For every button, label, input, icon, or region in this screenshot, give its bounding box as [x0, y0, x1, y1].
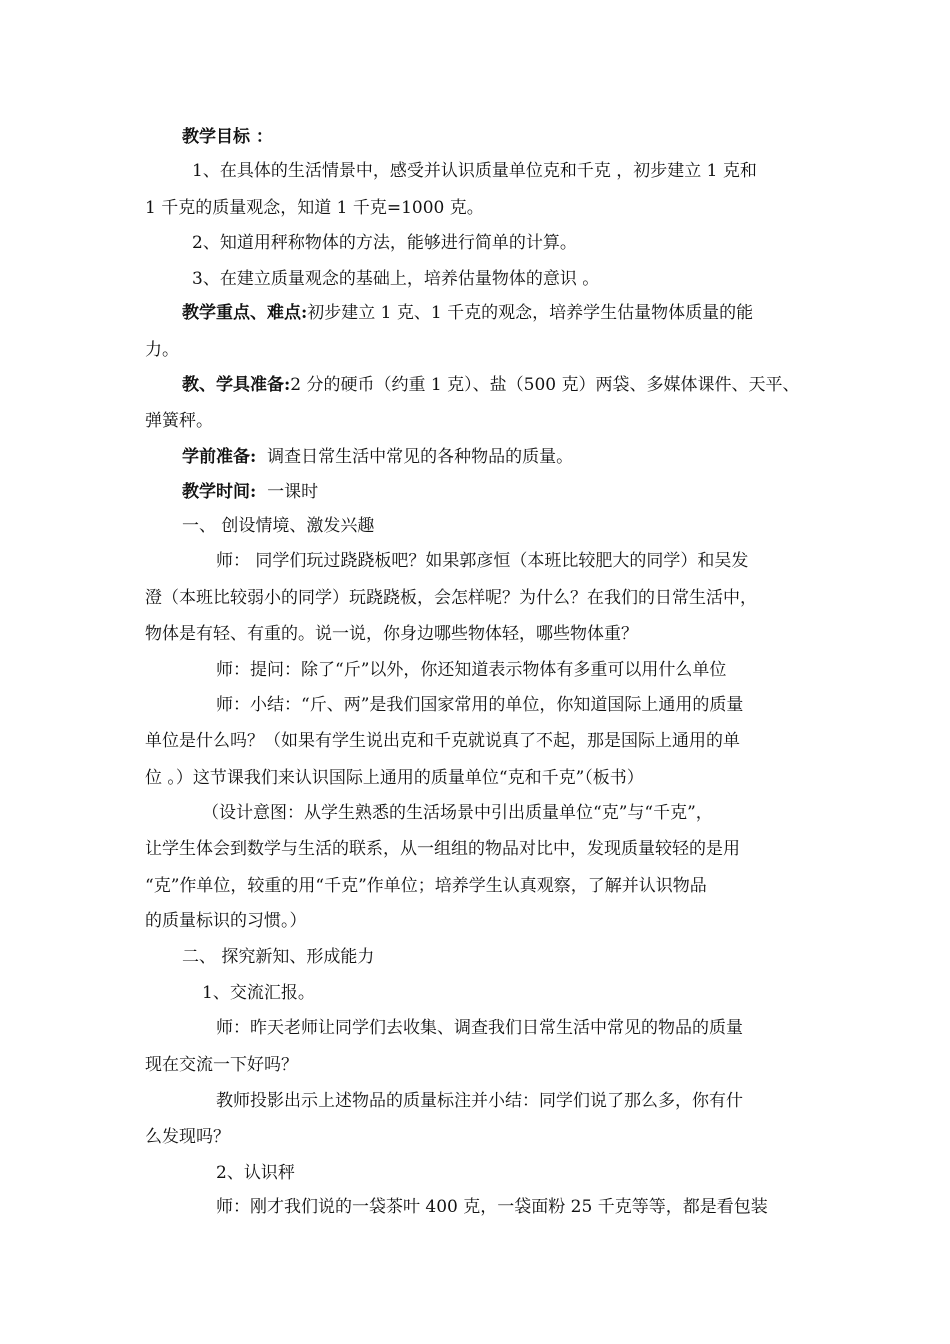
teacher-3-line-2: 单位是什么吗？（如果有学生说出克和千克就说真了不起，那是国际上通用的单	[145, 731, 740, 751]
design-intent-line-2: 让学生体会到数学与生活的联系，从一组组的物品对比中，发现质量较轻的是用	[145, 839, 740, 859]
objective-2: 2、知道用秤称物体的方法，能够进行简单的计算。	[192, 233, 577, 253]
teacher-3-line-1: 师：小结：“斤、两”是我们国家常用的单位，你知道国际上通用的质量	[216, 695, 744, 715]
key-points-line-2: 力。	[145, 340, 179, 360]
preparation-text: 调查日常生活中常见的各种物品的质量。	[267, 447, 574, 467]
objective-1-line-2: 1 千克的质量观念，知道 1 千克=1000 克。	[145, 198, 484, 218]
teacher-1-line-1: 师： 同学们玩过跷跷板吧？如果郭彦恒（本班比较肥大的同学）和吴发	[216, 551, 749, 571]
teacher-2: 师：提问：除了“斤”以外，你还知道表示物体有多重可以用什么单位	[216, 660, 727, 680]
preparation-paragraph	[182, 446, 573, 468]
section-2-title: 二、 探究新知、形成能力	[182, 947, 375, 967]
materials-label: 教、学具准备:	[182, 375, 291, 395]
design-intent-line-4: 的质量标识的习惯。）	[145, 911, 307, 931]
sub-2-title: 2、认识秤	[216, 1163, 295, 1183]
teacher-6-line-1: 师：刚才我们说的一袋茶叶 400 克，一袋面粉 25 千克等等，都是看包装	[216, 1197, 768, 1217]
time-text: 一课时	[267, 482, 319, 502]
teacher-4-line-1: 师：昨天老师让同学们去收集、调查我们日常生活中常见的物品的质量	[216, 1018, 743, 1038]
objectives-heading: 教学目标 ：	[182, 127, 273, 147]
key-points-text: 初步建立 1 克、1 千克的观念，培养学生估量物体质量的能	[307, 303, 754, 323]
teacher-4-line-2: 现在交流一下好吗？	[145, 1055, 298, 1075]
teacher-1-line-2: 澄（本班比较弱小的同学）玩跷跷板，会怎样呢？为什么？在我们的日常生活中，	[145, 588, 757, 608]
materials-paragraph	[182, 374, 799, 396]
materials-text: 2 分的硬币（约重 1 克）、盐（500 克）两袋、多媒体课件、天平、	[290, 375, 800, 395]
design-intent-line-1: （设计意图：从学生熟悉的生活场景中引出质量单位“克”与“千克”，	[202, 803, 713, 823]
teacher-5-line-2: 么发现吗？	[145, 1127, 230, 1147]
teacher-5-line-1: 教师投影出示上述物品的质量标注并小结：同学们说了那么多，你有什	[216, 1091, 743, 1111]
objective-3: 3、在建立质量观念的基础上，培养估量物体的意识 。	[192, 269, 600, 289]
preparation-label: 学前准备:	[182, 447, 257, 467]
teacher-3-line-3: 位 。）这节课我们来认识国际上通用的质量单位“克和千克”（板书）	[145, 768, 644, 788]
time-paragraph	[182, 481, 318, 503]
design-intent-line-3: “克”作单位，较重的用“千克”作单位；培养学生认真观察，了解并认识物品	[145, 876, 707, 896]
key-points-paragraph	[182, 302, 753, 324]
section-1-title: 一、 创设情境、激发兴趣	[182, 516, 375, 536]
teacher-1-line-3: 物体是有轻、有重的。说一说，你身边哪些物体轻，哪些物体重？	[145, 624, 638, 644]
objective-1-line-1: 1、在具体的生活情景中，感受并认识质量单位克和千克 ，初步建立 1 克和	[192, 161, 757, 181]
key-points-label: 教学重点、难点:	[182, 303, 308, 323]
materials-line-2: 弹簧秤。	[145, 411, 213, 431]
time-label: 教学时间:	[182, 482, 257, 502]
sub-1-title: 1、交流汇报。	[202, 983, 315, 1003]
